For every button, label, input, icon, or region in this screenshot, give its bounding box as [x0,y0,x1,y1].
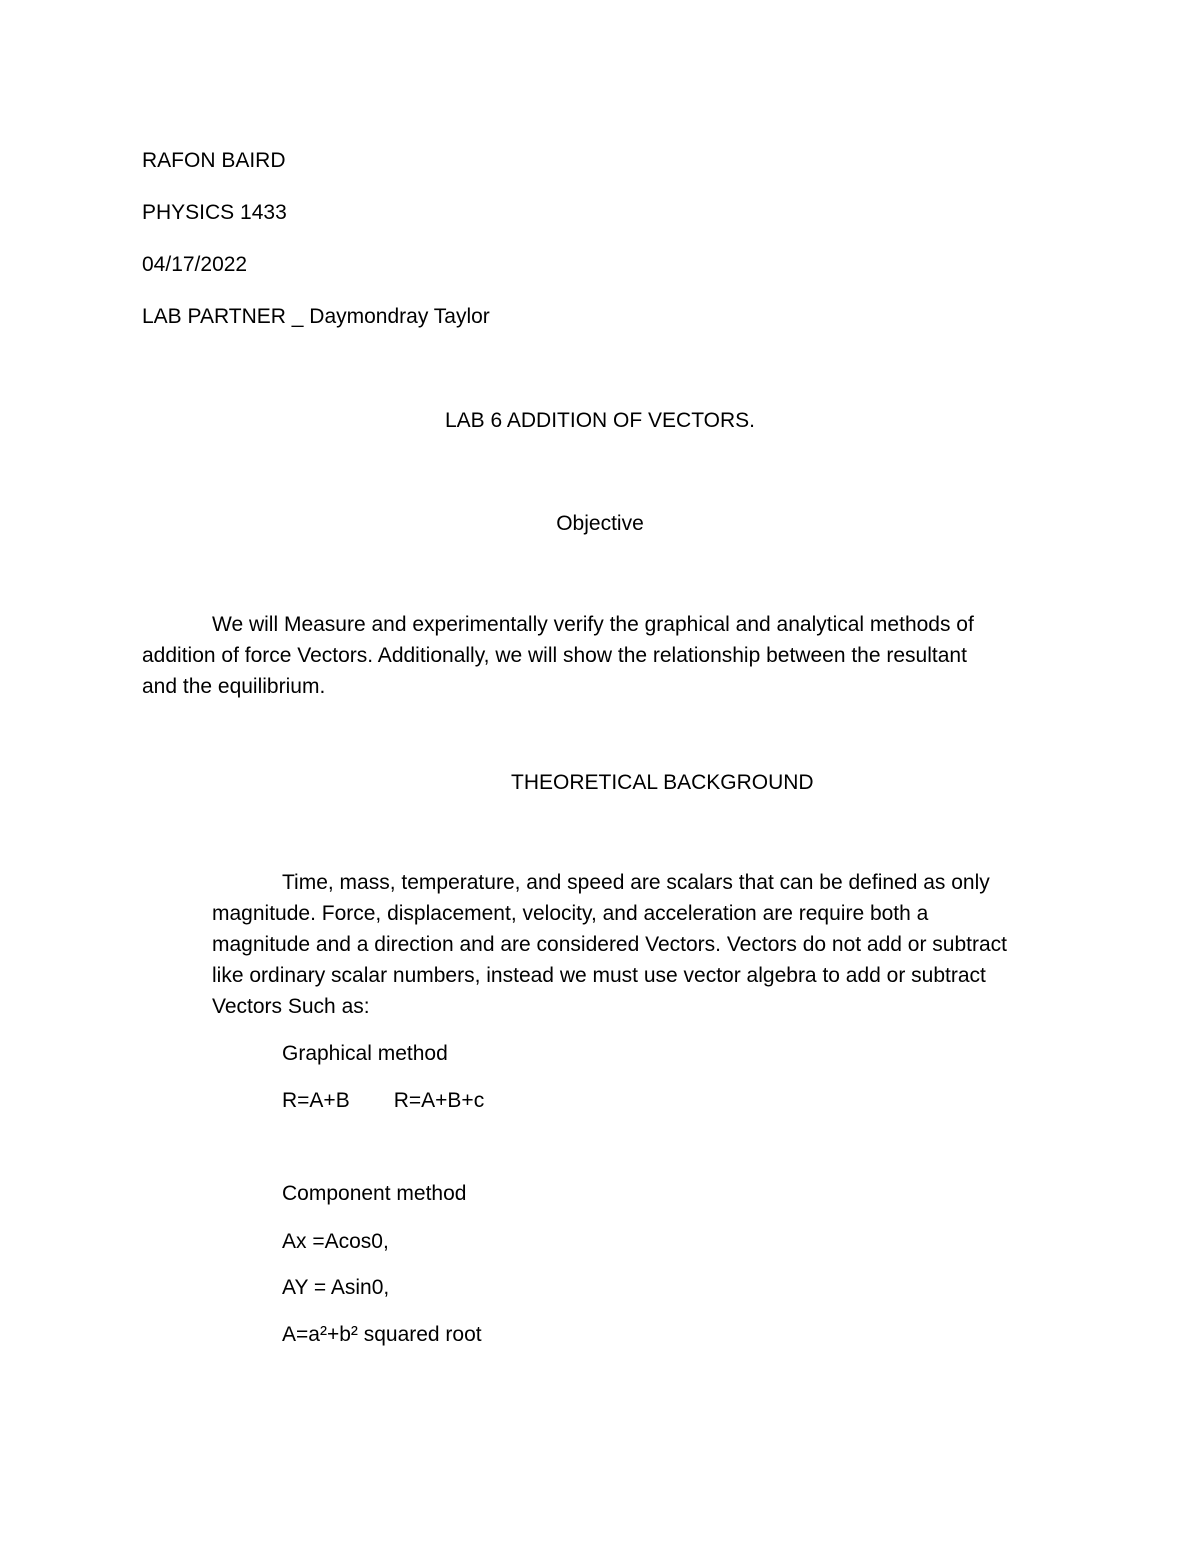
graphical-method-label: Graphical method [282,1042,448,1065]
objective-line: addition of force Vectors. Additionally, we will show the relationship between the resultant [142,644,967,667]
student-name: RAFON BAIRD [142,149,286,172]
course-name: PHYSICS 1433 [142,201,287,224]
background-line: magnitude and a direction and are considered Vectors. Vectors do not add or subtract [212,933,1007,956]
objective-heading: Objective [556,512,644,535]
component-equation-magnitude: A=a²+b² squared root [282,1323,482,1346]
lab-partner: LAB PARTNER _ Daymondray Taylor [142,305,490,328]
component-equation-y: AY = Asin0, [282,1276,390,1299]
graphical-equation-1: R=A+B [282,1089,350,1112]
background-line: like ordinary scalar numbers, instead we must use vector algebra to add or subtract [212,964,986,987]
graphical-equation-2: R=A+B+c [393,1089,485,1112]
component-equation-x: Ax =Acos0, [282,1230,389,1253]
objective-line: We will Measure and experimentally verify the graphical and analytical methods of [212,613,974,636]
background-heading: THEORETICAL BACKGROUND [511,771,814,794]
report-date: 04/17/2022 [142,253,248,276]
component-method-label: Component method [282,1182,467,1205]
background-line: magnitude. Force, displacement, velocity, and acceleration are require both a [212,902,929,925]
objective-line: and the equilibrium. [142,675,326,698]
background-line: Time, mass, temperature, and speed are scalars that can be defined as only [282,871,990,894]
lab-title: LAB 6 ADDITION OF VECTORS. [444,409,756,432]
background-line: Vectors Such as: [212,995,370,1018]
background-paragraph [212,867,1007,1022]
objective-paragraph [142,609,974,702]
graphical-equations [282,1090,484,1111]
